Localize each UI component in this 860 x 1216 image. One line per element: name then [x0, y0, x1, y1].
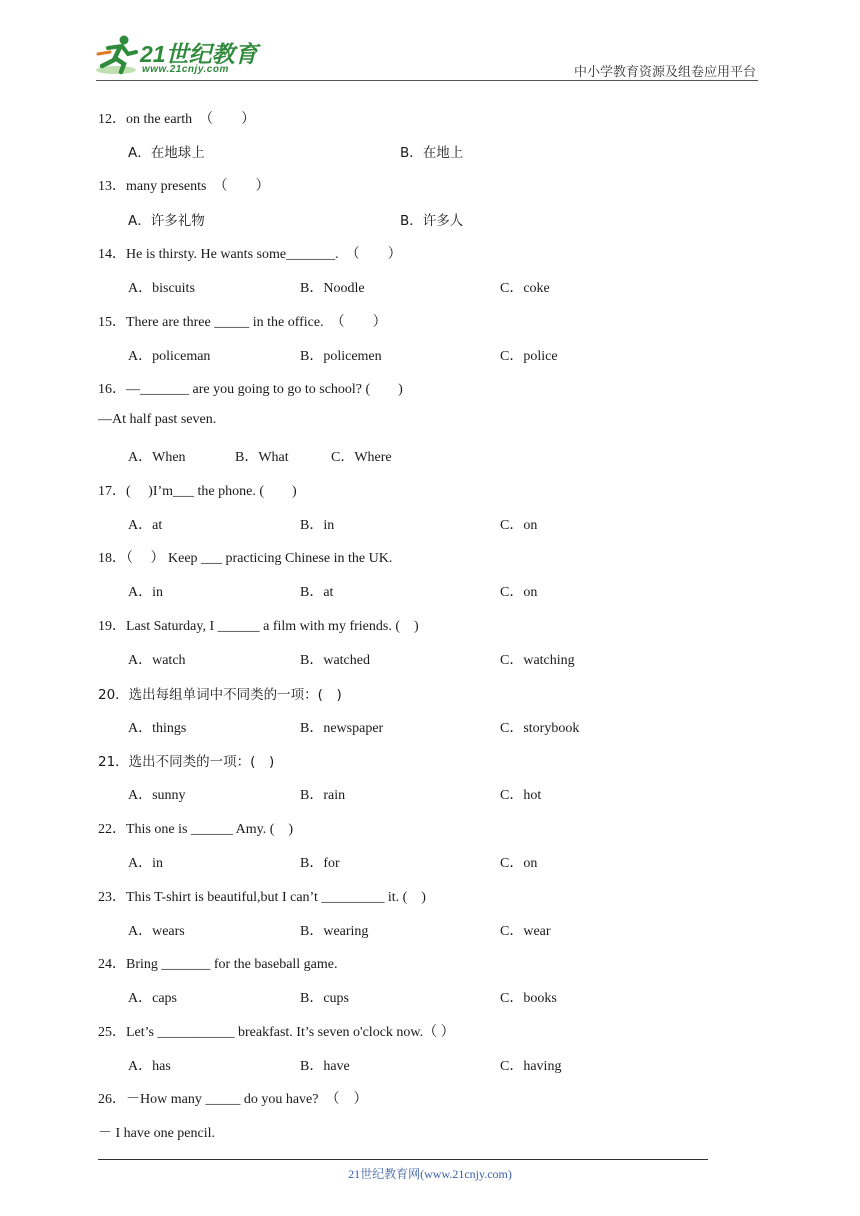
- answer-option: A．policeman: [128, 349, 211, 364]
- answer-option: C．storybook: [500, 721, 580, 736]
- logo-text: 21世纪教育: [140, 41, 258, 67]
- footer-divider: [98, 1159, 708, 1160]
- answer-option: C．coke: [500, 281, 550, 296]
- answer-option: B．What: [235, 450, 289, 465]
- question-stem: 14．He is thirsty. He wants some_______. （ ）: [98, 247, 402, 262]
- answer-option: A．at: [128, 518, 163, 533]
- answer-option: A．在地球上: [128, 145, 205, 161]
- answer-option: C．Where: [331, 450, 392, 465]
- answer-option: B．Noodle: [300, 281, 365, 296]
- answer-option: A．caps: [128, 991, 177, 1006]
- answer-option: C．watching: [500, 653, 575, 668]
- answer-option: B．rain: [300, 788, 346, 803]
- answer-option: B．newspaper: [300, 721, 384, 736]
- runner-logo-icon: [94, 34, 140, 76]
- answer-option: A．watch: [128, 653, 186, 668]
- answer-option: C．hot: [500, 788, 542, 803]
- answer-option: C．books: [500, 991, 557, 1006]
- question-stem: 16．—_______ are you going to go to school? ( ): [98, 382, 403, 397]
- answer-option: C．having: [500, 1059, 562, 1074]
- question-stem: 12．on the earth （ ）: [98, 112, 256, 127]
- answer-option: B．cups: [300, 991, 349, 1006]
- answer-option: B．许多人: [400, 213, 464, 229]
- answer-option: A．in: [128, 585, 163, 600]
- logo-url: www.21cnjy.com: [142, 64, 229, 75]
- answer-option: A．in: [128, 856, 163, 871]
- answer-option: B．at: [300, 585, 334, 600]
- answer-option: B．在地上: [400, 145, 464, 161]
- page-header: [0, 0, 860, 82]
- footer-source: 21世纪教育网(www.21cnjy.com): [348, 1167, 512, 1181]
- question-stem: 19．Last Saturday, I ______ a film with my friends. ( ): [98, 619, 419, 634]
- dialogue-line: —At half past seven.: [98, 412, 217, 427]
- question-stem: 17．( )I’m___ the phone. ( ): [98, 484, 297, 499]
- question-stem: 26．－How many _____ do you have? （ ）: [98, 1092, 368, 1107]
- answer-option: C．on: [500, 856, 538, 871]
- answer-option: B．in: [300, 518, 335, 533]
- question-stem: 25．Let’s ___________ breakfast. It’s seven o'clock now.（ ）: [98, 1025, 455, 1040]
- answer-option: B．watched: [300, 653, 370, 668]
- answer-option: A．things: [128, 721, 187, 736]
- header-platform-title: 中小学教育资源及组卷应用平台: [573, 65, 756, 80]
- answer-option: B．policemen: [300, 349, 382, 364]
- question-stem: 21．选出不同类的一项：( ): [98, 754, 275, 770]
- question-stem: 18．（ ） Keep ___ practicing Chinese in the UK.: [98, 551, 393, 566]
- header-divider: [96, 80, 758, 81]
- question-stem: 20．选出每组单词中不同类的一项：( ): [98, 687, 342, 703]
- answer-option: C．wear: [500, 924, 551, 939]
- answer-option: A．When: [128, 450, 186, 465]
- question-stem: 22．This one is ______ Amy. ( ): [98, 822, 294, 837]
- answer-option: B．have: [300, 1059, 350, 1074]
- answer-option: C．on: [500, 518, 538, 533]
- dialogue-line: － I have one pencil.: [98, 1126, 216, 1141]
- answer-option: B．wearing: [300, 924, 369, 939]
- answer-option: B．for: [300, 856, 340, 871]
- answer-option: A．wears: [128, 924, 185, 939]
- site-logo: [94, 34, 264, 78]
- answer-option: A．sunny: [128, 788, 186, 803]
- question-stem: 23．This T-shirt is beautiful,but I can’t _________ it. ( ): [98, 890, 426, 905]
- answer-option: C．police: [500, 349, 558, 364]
- answer-option: A．biscuits: [128, 281, 195, 296]
- answer-option: C．on: [500, 585, 538, 600]
- question-stem: 15．There are three _____ in the office. （ ）: [98, 315, 387, 330]
- answer-option: A．has: [128, 1059, 171, 1074]
- question-stem: 24．Bring _______ for the baseball game.: [98, 957, 338, 972]
- question-stem: 13．many presents （ ）: [98, 179, 270, 194]
- answer-option: A．许多礼物: [128, 213, 205, 229]
